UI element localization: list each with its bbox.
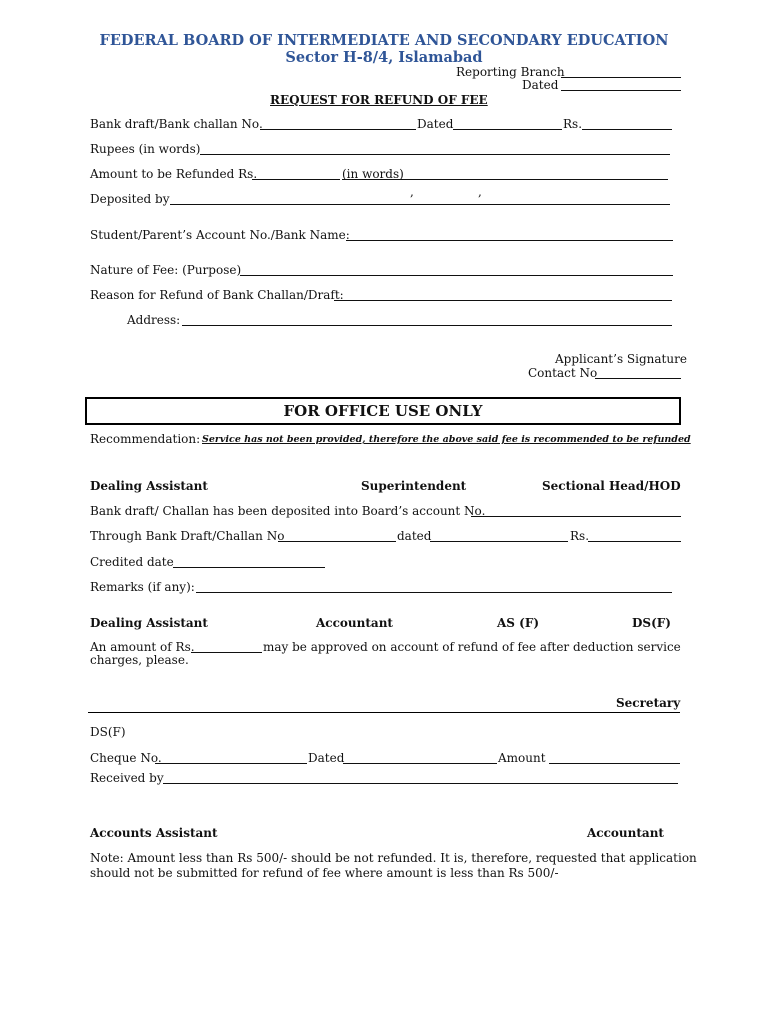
- nature-field[interactable]: [240, 275, 673, 276]
- org-name: FEDERAL BOARD OF INTERMEDIATE AND SECONDARY EDUCATION: [99, 32, 669, 49]
- section-divider: [88, 712, 680, 713]
- bank-draft-label: Bank draft/Bank challan No.: [90, 117, 263, 131]
- deposited-by-label: Deposited by: [90, 192, 170, 206]
- superintendent-label: Superintendent: [361, 479, 467, 493]
- through-rs-field[interactable]: [588, 541, 681, 542]
- bank-draft-rs-field[interactable]: [582, 129, 672, 130]
- sectional-head-label: Sectional Head/HOD: [542, 479, 681, 493]
- remarks-field[interactable]: [196, 592, 672, 593]
- rupees-words-label: Rupees (in words): [90, 142, 201, 156]
- address-label: Address:: [127, 313, 181, 327]
- deposited-account-label: Bank draft/ Challan has been deposited into Board’s account No.: [90, 504, 486, 518]
- accountant-label: Accountant: [316, 616, 393, 630]
- form-title: REQUEST FOR REFUND OF FEE: [270, 93, 488, 107]
- as-f-label: AS (F): [497, 616, 540, 630]
- cheque-amount-field[interactable]: [549, 763, 680, 764]
- accountant-label-2: Accountant: [587, 826, 664, 840]
- reason-field[interactable]: [334, 300, 672, 301]
- reason-label: Reason for Refund of Bank Challan/Draft:: [90, 288, 344, 302]
- cheque-label: Cheque No.: [90, 751, 162, 765]
- header-dated-field[interactable]: [561, 90, 681, 91]
- rupees-words-field[interactable]: [200, 154, 670, 155]
- amount-words-field[interactable]: [342, 179, 668, 180]
- bank-draft-dated-label: Dated: [417, 117, 454, 131]
- approved-text: may be approved on account of refund of fee after deduction service: [263, 640, 681, 654]
- in-words-label: (in words): [342, 167, 404, 181]
- office-use-title: FOR OFFICE USE ONLY: [283, 402, 483, 420]
- amount-refund-field[interactable]: [252, 179, 340, 180]
- deposited-by-field[interactable]: [170, 204, 670, 205]
- office-use-box: [85, 397, 681, 425]
- recommendation-label: Recommendation:: [90, 432, 201, 446]
- cheque-dated-field[interactable]: [343, 763, 497, 764]
- cheque-dated-label: Dated: [308, 751, 345, 765]
- remarks-label: Remarks (if any):: [90, 580, 195, 594]
- reporting-branch-label: Reporting Branch: [456, 65, 565, 79]
- approved-amount-field[interactable]: [191, 652, 262, 653]
- comma-2: ,: [478, 185, 482, 199]
- contact-label: Contact No: [528, 366, 598, 380]
- received-label: Received by: [90, 771, 164, 785]
- ds-f-label: DS(F): [632, 616, 671, 630]
- dealing-assistant-label-2: Dealing Assistant: [90, 616, 208, 630]
- credited-field[interactable]: [173, 567, 325, 568]
- amount-of-label: An amount of Rs.: [90, 640, 195, 654]
- secretary-label: Secretary: [616, 696, 681, 710]
- bank-draft-field[interactable]: [260, 129, 416, 130]
- board-account-field[interactable]: [471, 516, 681, 517]
- ds-f-label-2: DS(F): [90, 725, 126, 739]
- through-label: Through Bank Draft/Challan No: [90, 529, 285, 543]
- comma-1: ,: [410, 185, 414, 199]
- credited-label: Credited date: [90, 555, 174, 569]
- cheque-field[interactable]: [155, 763, 307, 764]
- recommendation-text: Service has not been provided, therefore the above said fee is recommended to be refunded: [202, 434, 691, 445]
- account-label: Student/Parent’s Account No./Bank Name:: [90, 228, 350, 242]
- note-line-1: Note: Amount less than Rs 500/- should be not refunded. It is, therefore, requested that application: [90, 851, 697, 865]
- dealing-assistant-label: Dealing Assistant: [90, 479, 208, 493]
- account-field[interactable]: [346, 240, 673, 241]
- accounts-assistant-label: Accounts Assistant: [90, 826, 218, 840]
- contact-field[interactable]: [595, 378, 681, 379]
- header-dated-label: Dated: [522, 78, 559, 92]
- address-field[interactable]: [182, 325, 672, 326]
- applicant-signature-label: Applicant’s Signature: [555, 352, 687, 366]
- bank-draft-dated-field[interactable]: [453, 129, 562, 130]
- reporting-branch-field[interactable]: [561, 77, 681, 78]
- bank-draft-rs-label: Rs.: [563, 117, 583, 131]
- through-dated-label: dated: [397, 529, 432, 543]
- nature-label: Nature of Fee: (Purpose): [90, 263, 242, 277]
- through-challan-field[interactable]: [278, 541, 396, 542]
- received-field[interactable]: [163, 783, 678, 784]
- through-rs-label: Rs.: [570, 529, 590, 543]
- through-dated-field[interactable]: [430, 541, 568, 542]
- charges-text: charges, please.: [90, 653, 189, 667]
- amount-refund-label: Amount to be Refunded Rs.: [90, 167, 258, 181]
- cheque-amount-label: Amount: [498, 751, 546, 765]
- note-line-2: should not be submitted for refund of fee where amount is less than Rs 500/-: [90, 866, 559, 880]
- org-address: Sector H-8/4, Islamabad: [285, 49, 483, 66]
